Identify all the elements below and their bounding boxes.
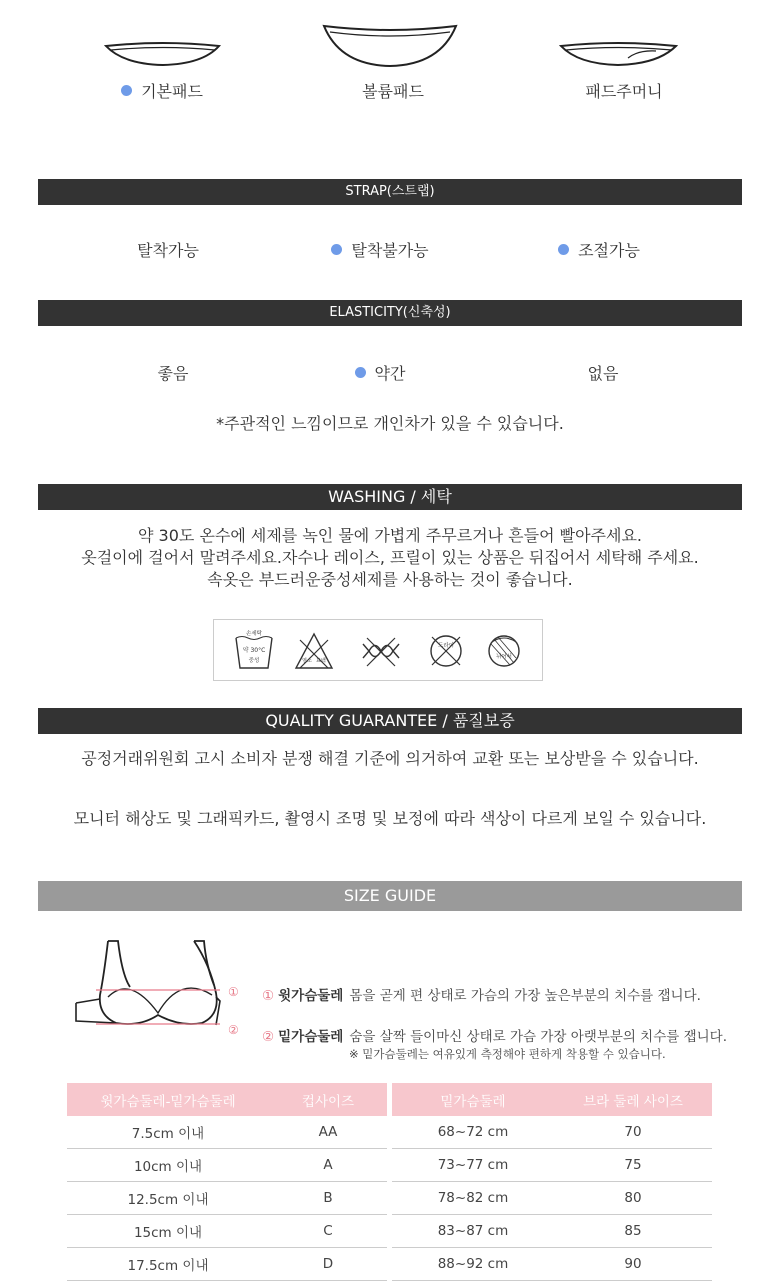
pad-option-volume: 볼륨패드 — [362, 82, 424, 101]
svg-text:중성: 중성 — [248, 658, 260, 664]
svg-text:①: ① — [228, 985, 239, 999]
quality-line-2: 모니터 해상도 및 그래픽카드, 촬영시 조명 및 보정에 따라 색상이 다르게 보일 수 있습니다. — [73, 809, 707, 828]
selected-dot-icon — [558, 244, 569, 255]
elasticity-option-none: 없음 — [587, 364, 619, 383]
table-row: 12.5cm 이내 B — [67, 1182, 387, 1215]
elasticity-note: *주관적인 느낌이므로 개인차가 있을 수 있습니다. — [216, 414, 564, 433]
svg-text:표백: 표백 — [316, 658, 326, 664]
basic-pad-icon — [103, 40, 223, 70]
svg-text:드라이: 드라이 — [438, 643, 454, 649]
washing-line-2: 옷걸이에 걸어서 말려주세요.자수나 레이스, 프릴이 있는 상품은 뒤집어서 세탁해 주세요. — [81, 548, 699, 567]
strap-option-detachable: 탈착가능 — [137, 241, 199, 260]
table-header: 밑가슴둘레 — [392, 1083, 554, 1116]
quality-line-1: 공정거래위원회 고시 소비자 분쟁 해결 기준에 의거하여 교환 또는 보상받을 수 있습니다. — [81, 749, 699, 768]
strap-option-non-detachable: 탈착불가능 — [280, 238, 480, 261]
selected-dot-icon — [331, 244, 342, 255]
hand-wash-icon — [232, 630, 276, 672]
no-wring-icon — [359, 630, 403, 672]
no-bleach-icon — [292, 630, 336, 672]
table-row: 78~82 cm 80 — [392, 1182, 712, 1215]
svg-text:손세탁: 손세탁 — [246, 631, 262, 637]
svg-text:②: ② — [228, 1023, 239, 1037]
svg-text:뉘어서: 뉘어서 — [496, 654, 512, 660]
bra-measure-diagram — [70, 935, 250, 1040]
table-row: 88~92 cm 90 — [392, 1248, 712, 1281]
care-symbols-box — [213, 619, 543, 681]
pad-pocket-icon — [558, 40, 680, 70]
table-row: 10cm 이내 A — [67, 1149, 387, 1182]
elasticity-header: ELASTICITY(신축성) — [38, 300, 742, 326]
table-row: 7.5cm 이내 AA — [67, 1116, 387, 1149]
elasticity-option-slight: 약간 — [280, 361, 480, 384]
size-guide-header: SIZE GUIDE — [38, 881, 742, 911]
svg-text:약 30°C: 약 30°C — [242, 647, 266, 654]
selected-dot-icon — [355, 367, 366, 378]
strap-option-adjustable: 조절가능 — [499, 238, 699, 261]
table-header: 컵사이즈 — [269, 1083, 387, 1116]
table-header: 브라 둘레 사이즈 — [554, 1083, 712, 1116]
size-note: ※ 밑가슴둘레는 여유있게 측정해야 편하게 착용할 수 있습니다. — [349, 1047, 666, 1061]
upper-chest-desc: ① 윗가슴둘레 몸을 곧게 편 상태로 가슴의 가장 높은부분의 치수를 잽니다. — [262, 988, 701, 1004]
svg-text:염소: 염소 — [302, 658, 312, 664]
band-size-table — [392, 1083, 712, 1281]
washing-line-1: 약 30도 온수에 세제를 녹인 물에 가볍게 주무르거나 흔들어 빨아주세요. — [138, 526, 642, 545]
selected-dot-icon — [121, 85, 132, 96]
no-tumble-dry-icon — [482, 630, 526, 672]
under-chest-desc: ② 밑가슴둘레 숨을 살짝 들이마신 상태로 가슴 가장 아랫부분의 치수를 잽니다. — [262, 1029, 728, 1045]
no-dryclean-icon — [424, 630, 468, 672]
table-row: 17.5cm 이내 D — [67, 1248, 387, 1281]
table-row: 73~77 cm 75 — [392, 1149, 712, 1182]
washing-line-3: 속옷은 부드러운중성세제를 사용하는 것이 좋습니다. — [207, 570, 573, 589]
strap-header: STRAP(스트랩) — [38, 179, 742, 205]
table-row: 83~87 cm 85 — [392, 1215, 712, 1248]
quality-header: QUALITY GUARANTEE / 품질보증 — [38, 708, 742, 734]
table-row: 15cm 이내 C — [67, 1215, 387, 1248]
pad-option-basic: 기본패드 — [62, 79, 262, 102]
table-header: 윗가슴둘레-밑가슴둘레 — [67, 1083, 269, 1116]
volume-pad-icon — [320, 20, 460, 70]
elasticity-option-good: 좋음 — [157, 364, 189, 383]
washing-header: WASHING / 세탁 — [38, 484, 742, 510]
table-row: 68~72 cm 70 — [392, 1116, 712, 1149]
cup-size-table — [67, 1083, 387, 1281]
pad-option-pocket: 패드주머니 — [585, 82, 663, 101]
